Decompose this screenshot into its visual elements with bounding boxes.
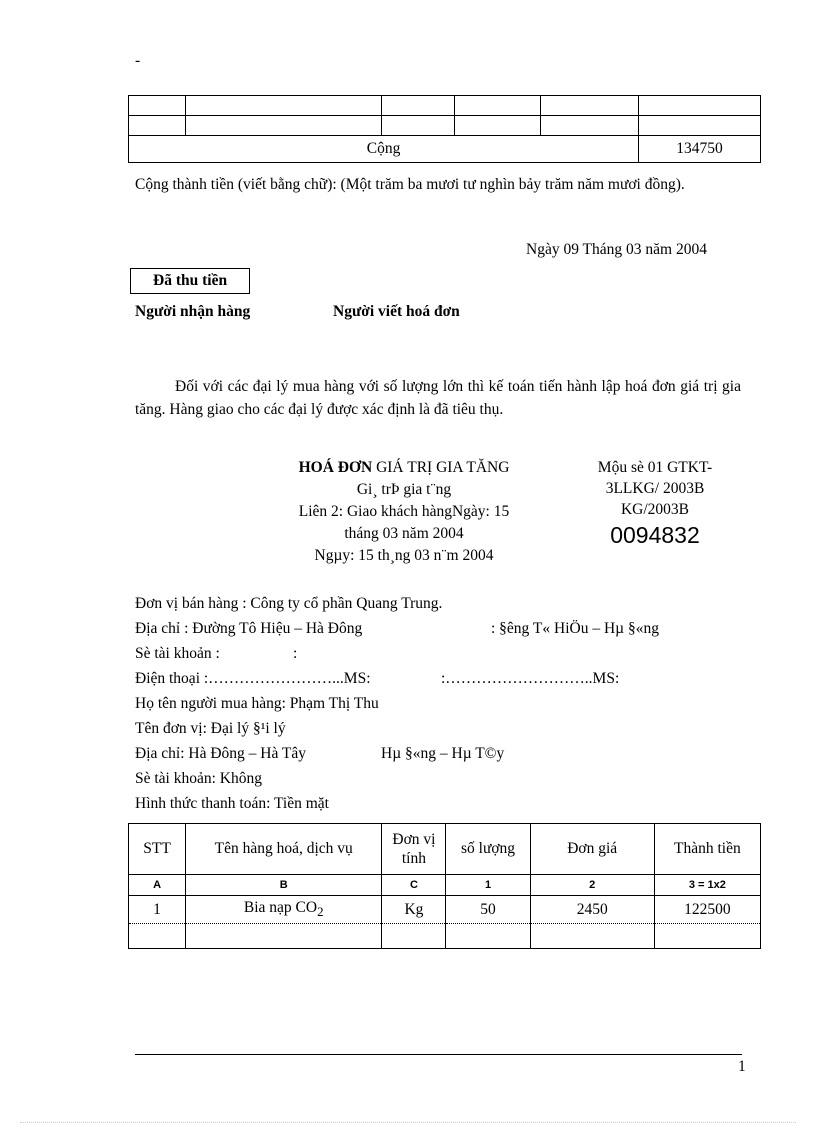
table-row: [129, 924, 761, 949]
items-header-row: [129, 824, 761, 875]
seller-account-colon: :: [293, 645, 298, 662]
seller-address-encoded: : §êng T« HiÖu – Hµ §«ng: [491, 620, 659, 637]
seller-name: Đơn vị bán hàng : Công ty cổ phần Quang Trung.: [135, 595, 443, 612]
total-label: Cộng: [129, 136, 639, 163]
invoice-title: [262, 457, 546, 479]
buyer-account: Sè tài khoản: Không: [135, 770, 262, 787]
invoice-title-block: [262, 457, 546, 567]
buyer-unit: Tên đơn vị: Đại lý §¹i lý: [135, 720, 286, 737]
payment-method: Hình thức thanh toán: Tiền mặt: [135, 795, 329, 812]
header-name: Tên hàng hoá, dịch vụ: [186, 824, 382, 875]
code-b: B: [186, 875, 382, 896]
row-qty: 50: [446, 896, 530, 924]
top-mark: -: [135, 52, 141, 69]
code-a: A: [129, 875, 186, 896]
seller-phone: Điện thoại :……………………...MS: :………………………..MS:: [135, 666, 755, 691]
table-row: [129, 96, 761, 116]
amount-in-words: Cộng thành tiền (viết bằng chữ): (Một trăm ba mươi tư nghìn bảy trăm năm mươi đồng).: [135, 176, 685, 193]
header-price: Đơn giá: [530, 824, 654, 875]
seller-account: Sè tài khoản : :: [135, 641, 755, 666]
items-code-row: [129, 875, 761, 896]
footer-divider: [135, 1054, 742, 1055]
total-value: 134750: [639, 136, 761, 163]
table-row: [129, 896, 761, 924]
signature-receiver: Người nhận hàng: [135, 303, 251, 320]
header-qty: số lượng: [446, 824, 530, 875]
row-unit: Kg: [382, 896, 446, 924]
row-price: 2450: [530, 896, 654, 924]
form-line-1: Mộu sè 01 GTKT-: [597, 459, 713, 476]
invoice-number: 0094832: [610, 522, 700, 548]
row-name-subscript: 2: [317, 904, 324, 920]
header-unit: Đơn vị tính: [382, 824, 446, 875]
code-2: 2: [530, 875, 654, 896]
summary-table: [128, 95, 761, 163]
items-table: [128, 823, 761, 949]
row-stt: 1: [129, 896, 186, 924]
paid-badge: Đã thu tiền: [130, 268, 250, 294]
table-row: [129, 116, 761, 136]
seller-phone-encoded: :………………………..MS:: [441, 670, 620, 687]
row-name: Bia nạp $CO_2$: [186, 896, 382, 924]
total-row: [129, 136, 761, 163]
form-line-3: KG/2003B: [620, 501, 690, 518]
signature-writer: Người viết hoá đơn: [333, 303, 460, 320]
row-total: 122500: [654, 896, 760, 924]
seller-address: Địa chỉ : Đường Tô Hiệu – Hà Đông : §êng T« HiÖu – Hµ §«ng: [135, 616, 755, 641]
buyer-seller-info: [135, 591, 755, 816]
header-total: Thành tiền: [654, 824, 760, 875]
invoice-form-block: [580, 457, 730, 550]
date-line: Ngày 09 Tháng 03 năm 2004: [526, 241, 707, 258]
invoice-title-rest: GIÁ TRỊ GIA TĂNG: [372, 459, 510, 476]
code-c: C: [382, 875, 446, 896]
header-stt: STT: [129, 824, 186, 875]
invoice-subtitle: Gi¸ trÞ gia t¨ng: [356, 481, 452, 498]
buyer-address-encoded: Hµ §«ng – Hµ T©y: [381, 745, 505, 762]
invoice-date-encoded: Ngµy: 15 th¸ng 03 n¨m 2004: [314, 547, 494, 564]
invoice-copy-line: Liên 2: Giao khách hàngNgày: 15: [298, 503, 510, 520]
buyer-name: Họ tên người mua hàng: Phạm Thị Thu: [135, 695, 379, 712]
invoice-date-line: tháng 03 năm 2004: [344, 525, 464, 542]
buyer-address: Địa chỉ: Hà Đông – Hà Tây Hµ §«ng – Hµ T©y: [135, 741, 755, 766]
code-1: 1: [446, 875, 530, 896]
explanation-paragraph: Đối với các đại lý mua hàng với số lượng lớn thì kế toán tiến hành lập hoá đơn giá trị gia tăng. Hàng giao cho các đại lý được xác định là đã tiêu thụ.: [135, 378, 741, 418]
invoice-title-bold: HOÁ ĐƠN: [298, 459, 373, 476]
form-line-2: 3LLKG/ 2003B: [605, 480, 705, 497]
code-3: 3 = 1x2: [654, 875, 760, 896]
page-number: 1: [738, 1058, 746, 1075]
